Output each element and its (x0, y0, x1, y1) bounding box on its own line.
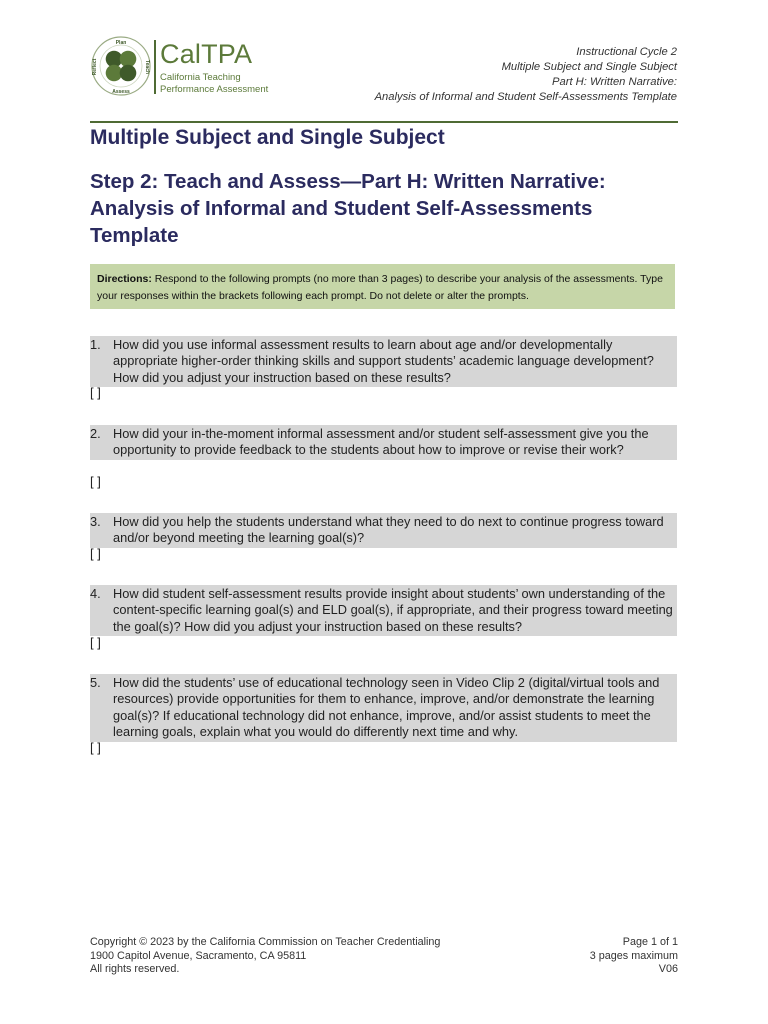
emblem-word-teach: Teach (144, 59, 150, 75)
directions-box (90, 264, 675, 309)
prompt-2 (90, 425, 677, 460)
footer-copyright: Copyright © 2023 by the California Commission on Teacher Credentialing (90, 936, 441, 948)
footer-version: V06 (658, 963, 678, 975)
response-field-2[interactable]: [ ] (90, 474, 101, 489)
prompt-number: 2. (90, 426, 101, 441)
response-field-5[interactable]: [ ] (90, 740, 101, 755)
footer-page-limit: 3 pages maximum (589, 949, 678, 962)
footer-rights: All rights reserved. (90, 963, 180, 975)
prompt-number: 5. (90, 675, 101, 690)
response-field-1[interactable]: [ ] (90, 385, 101, 400)
document-header (297, 45, 677, 105)
page-title: Multiple Subject and Single Subject (90, 126, 445, 149)
header-template: Analysis of Informal and Student Self-Assessments Template (374, 91, 677, 103)
directions-text: Respond to the following prompts (no more than 3 pages) to describe your analysis of the assessments. Type your responses within the brackets following each prompt. Do not delete or alter the prompts. (97, 273, 663, 302)
directions-label: Directions: (97, 273, 152, 285)
response-field-3[interactable]: [ ] (90, 546, 101, 561)
header-part: Part H: Written Narrative: (552, 76, 677, 88)
prompt-text: How did you help the students understand what they need to do next to continue progress toward and/or beyond meeting the learning goal(s)? (113, 514, 664, 546)
emblem-word-plan: Plan (115, 40, 127, 46)
logo-divider (154, 40, 156, 94)
prompt-number: 4. (90, 586, 101, 601)
response-field-4[interactable]: [ ] (90, 635, 101, 650)
logo-subtitle-line1: California Teaching (160, 72, 241, 83)
prompt-text: How did you use informal assessment results to learn about age and/or developmentally appropriate higher-order thinking skills and support students’ academic language development? How did you adjust your instruction based on these results? (113, 337, 654, 385)
prompt-text: How did student self-assessment results provide insight about students’ own understanding of the content-specific learning goal(s) and ELD goal(s), if appropriate, and their progress toward meeting the goal(s)? How did you adjust your instruction based on these results? (113, 586, 673, 634)
logo-subtitle (160, 72, 268, 96)
footer-copyright-block (90, 936, 440, 977)
footer-page-info (590, 936, 678, 977)
prompt-5 (90, 674, 677, 742)
prompt-number: 1. (90, 337, 101, 352)
logo-subtitle-line2: Performance Assessment (160, 84, 269, 95)
header-subject: Multiple Subject and Single Subject (501, 61, 677, 73)
emblem-word-reflect: Reflect (92, 58, 98, 76)
prompt-number: 3. (90, 514, 101, 529)
header-cycle: Instructional Cycle 2 (576, 46, 677, 58)
footer-address: 1900 Capitol Avenue, Sacramento, CA 95811 (90, 949, 307, 962)
prompt-1 (90, 336, 677, 387)
header-rule (90, 121, 678, 123)
caltpa-logo (90, 34, 272, 100)
emblem-word-assess: Assess (112, 89, 130, 95)
caltpa-emblem-icon (90, 34, 152, 98)
prompt-4 (90, 585, 677, 636)
step-title: Step 2: Teach and Assess—Part H: Written Narrative: Analysis of Informal and Student Self-Assessments Template (90, 170, 606, 247)
footer-page-number: Page 1 of 1 (622, 936, 678, 948)
prompt-3 (90, 513, 677, 548)
prompt-text: How did your in-the-moment informal assessment and/or student self-assessment give you the opportunity to provide feedback to the students about how to improve or revise their work? (113, 426, 649, 458)
prompt-text: How did the students’ use of educational technology seen in Video Clip 2 (digital/virtual tools and resources) provide opportunities for them to enhance, improve, and/or demonstrate the learning goal(s)? If educational technology did not enhance, improve, and/or assist students to meet the learning goals, explain what you would do differently next time and why. (113, 675, 660, 740)
logo-name: CalTPA (160, 39, 253, 69)
